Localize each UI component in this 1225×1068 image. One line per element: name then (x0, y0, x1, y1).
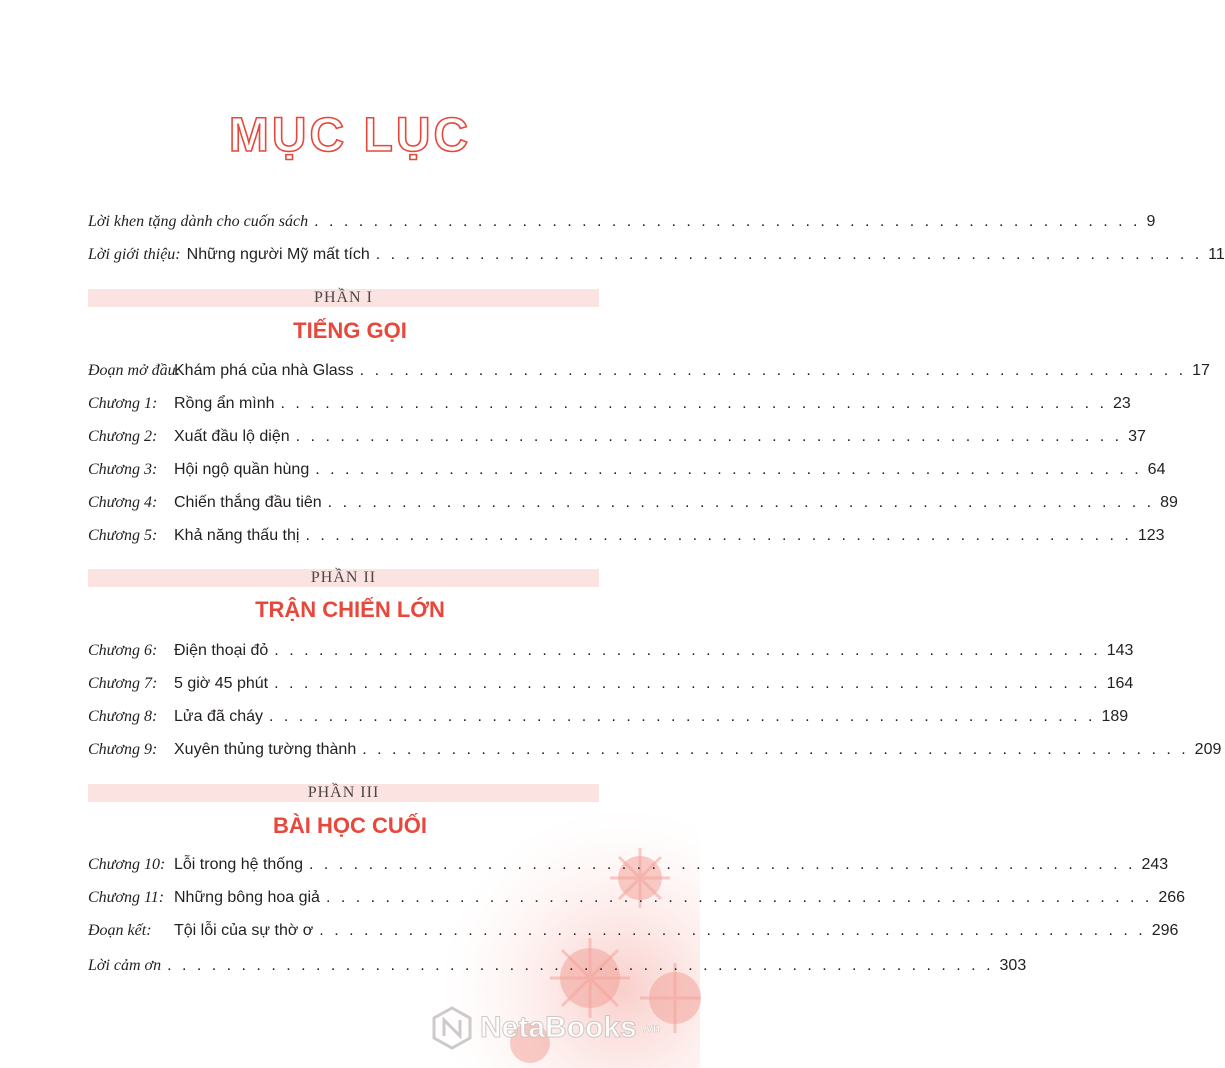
watermark (430, 1004, 660, 1052)
entry-page-number: 89 (1160, 494, 1178, 511)
entry-page-number: 37 (1128, 428, 1146, 445)
entry-title: Tội lỗi của sự thờ ơ (174, 922, 314, 939)
dot-leader: . . . . . . . . . . . . . . . . . . . . . . . . . . . . . . . . . . . . . . . . . . . . . . . . . . . . . . . . (319, 922, 1146, 939)
dot-leader: . . . . . . . . . . . . . . . . . . . . . . . . . . . . . . . . . . . . . . . . . . . . . . . . . . . . . . . . (280, 395, 1107, 412)
dot-leader: . . . . . . . . . . . . . . . . . . . . . . . . . . . . . . . . . . . . . . . . . . . . . . . . . . . . . . . . (269, 708, 1096, 725)
dot-leader: . . . . . . . . . . . . . . . . . . . . . . . . . . . . . . . . . . . . . . . . . . . . . . . . . . . . . . . . (314, 213, 1141, 230)
dot-leader: . . . . . . . . . . . . . . . . . . . . . . . . . . . . . . . . . . . . . . . . . . . . . . . . . . . . . . . . (274, 642, 1101, 659)
entry-title: Xuất đầu lộ diện (174, 428, 290, 445)
dot-leader: . . . . . . . . . . . . . . . . . . . . . . . . . . . . . . . . . . . . . . . . . . . . . . . . . . . . . . . . (375, 246, 1203, 263)
entry-page-number: 303 (999, 957, 1027, 974)
toc-entry (88, 672, 1134, 696)
entry-label: Chương 5: (88, 527, 158, 544)
part-title: TIẾNG GỌI (293, 318, 407, 343)
entry-title: Chiến thắng đầu tiên (174, 494, 322, 511)
dot-leader: . . . . . . . . . . . . . . . . . . . . . . . . . . . . . . . . . . . . . . . . . . . . . . . . . . . . . . . . (309, 856, 1136, 873)
watermark-brand: NetaBooks (480, 1011, 637, 1044)
entry-title: Những bông hoa giả (174, 889, 320, 906)
entry-page-number: 209 (1194, 741, 1222, 758)
watermark-suffix: .vn (642, 1021, 661, 1035)
entry-label: Lời giới thiệu: (88, 246, 181, 263)
part-title: TRẬN CHIẾN LỚN (255, 597, 445, 622)
part-label: PHẦN I (88, 289, 599, 307)
toc-entry (88, 243, 1225, 267)
part-title: BÀI HỌC CUỐI (273, 813, 427, 838)
entry-title: 5 giờ 45 phút (174, 675, 269, 692)
dot-leader: . . . . . . . . . . . . . . . . . . . . . . . . . . . . . . . . . . . . . . . . . . . . . . . . . . . . . . . . (359, 362, 1187, 379)
toc-entry (88, 639, 1134, 663)
entry-page-number: 17 (1192, 362, 1210, 379)
entry-title: Rồng ẩn mình (174, 395, 275, 412)
entry-label: Chương 2: (88, 428, 158, 445)
entry-label: Chương 11: (88, 889, 165, 906)
toc-entry (88, 359, 1210, 383)
toc-entry (88, 392, 1131, 416)
entry-title: Điện thoại đỏ (174, 642, 269, 659)
toc-entry (88, 954, 1027, 978)
entry-title: Hội ngộ quần hùng (174, 461, 310, 478)
entry-label: Chương 9: (88, 741, 158, 758)
toc-entry (88, 425, 1146, 449)
entry-page-number: 164 (1106, 675, 1134, 692)
page-title: MỤC LỤC (228, 109, 472, 162)
dot-leader: . . . . . . . . . . . . . . . . . . . . . . . . . . . . . . . . . . . . . . . . . . . . . . . . . . . . . . . . (327, 494, 1155, 511)
netabooks-logo-icon (430, 1006, 474, 1050)
entry-label: Chương 4: (88, 494, 158, 511)
entry-label: Lời cảm ơn (88, 957, 162, 974)
entry-title: Khả năng thấu thị (174, 527, 300, 544)
entry-label: Đoạn mở đầu: (88, 362, 181, 379)
entry-label: Chương 1: (88, 395, 158, 412)
entry-page-number: 23 (1112, 395, 1131, 412)
dot-leader: . . . . . . . . . . . . . . . . . . . . . . . . . . . . . . . . . . . . . . . . . . . . . . . . . . . . . . . . (325, 889, 1153, 906)
dot-leader: . . . . . . . . . . . . . . . . . . . . . . . . . . . . . . . . . . . . . . . . . . . . . . . . . . . . . . . . (167, 957, 994, 974)
part-label: PHẦN II (88, 569, 599, 587)
entry-label: Lời khen tặng dành cho cuốn sách (88, 213, 309, 230)
entry-label: Chương 3: (88, 461, 158, 478)
entry-title: Lỗi trong hệ thống (174, 856, 303, 873)
entry-page-number: 64 (1147, 461, 1166, 478)
toc-entry (88, 524, 1165, 548)
entry-label: Chương 8: (88, 708, 158, 725)
entry-page-number: 243 (1141, 856, 1169, 873)
entry-page-number: 296 (1151, 922, 1179, 939)
entry-page-number: 189 (1101, 708, 1129, 725)
entry-page-number: 266 (1158, 889, 1186, 906)
toc-entry (88, 853, 1169, 877)
toc-entry (88, 738, 1222, 762)
dot-leader: . . . . . . . . . . . . . . . . . . . . . . . . . . . . . . . . . . . . . . . . . . . . . . . . . . . . . . . . (315, 461, 1142, 478)
toc-entry (88, 210, 1156, 234)
part-label: PHẦN III (88, 784, 599, 802)
toc-entry (88, 458, 1166, 482)
entry-page-number: 123 (1137, 527, 1165, 544)
toc-entry (88, 919, 1179, 943)
toc-entry (88, 886, 1186, 910)
entry-title: Những người Mỹ mất tích (186, 246, 370, 263)
toc-entry (88, 705, 1129, 729)
entry-label: Đoạn kết: (88, 922, 152, 939)
dot-leader: . . . . . . . . . . . . . . . . . . . . . . . . . . . . . . . . . . . . . . . . . . . . . . . . . . . . . . . . (362, 741, 1189, 758)
entry-page-number: 9 (1146, 213, 1156, 230)
entry-title: Xuyên thủng tường thành (174, 741, 357, 758)
entry-label: Chương 7: (88, 675, 158, 692)
toc-entry (88, 491, 1178, 515)
entry-label: Chương 6: (88, 642, 158, 659)
entry-page-number: 11 (1208, 246, 1225, 263)
entry-title: Khám phá của nhà Glass (174, 362, 354, 379)
dot-leader: . . . . . . . . . . . . . . . . . . . . . . . . . . . . . . . . . . . . . . . . . . . . . . . . . . . . . . . . (274, 675, 1101, 692)
entry-label: Chương 10: (88, 856, 166, 873)
dot-leader: . . . . . . . . . . . . . . . . . . . . . . . . . . . . . . . . . . . . . . . . . . . . . . . . . . . . . . . . (305, 527, 1132, 544)
entry-page-number: 143 (1106, 642, 1134, 659)
entry-title: Lửa đã cháy (174, 708, 263, 725)
dot-leader: . . . . . . . . . . . . . . . . . . . . . . . . . . . . . . . . . . . . . . . . . . . . . . . . . . . . . . . . (295, 428, 1123, 445)
